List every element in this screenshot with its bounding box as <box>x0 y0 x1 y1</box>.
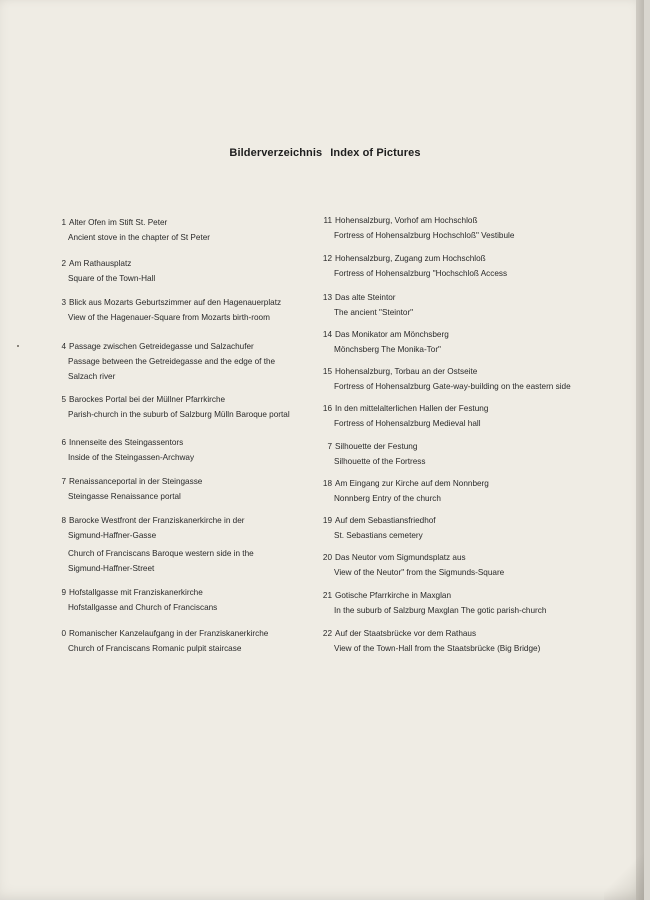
entry-title-german: Blick aus Mozarts Geburtszimmer auf den Hagenauerplatz <box>69 298 282 307</box>
entry-title-english: Fortress of Hohensalzburg "Hochschloß Access <box>334 269 508 278</box>
index-entry <box>54 474 319 504</box>
entry-number: 21 <box>322 591 332 600</box>
entry-title-english-cont: Sigmund-Haffner-Street <box>68 564 155 573</box>
index-entry <box>318 476 598 506</box>
entry-title-german: Barocke Westfront der Franziskanerkirche in der <box>69 516 245 525</box>
index-entry <box>54 392 319 422</box>
index-entry <box>318 550 598 580</box>
entry-number: 15 <box>322 367 332 376</box>
index-entry <box>54 339 319 384</box>
index-entry <box>54 215 319 245</box>
entry-number: 3 <box>61 298 66 307</box>
entry-title-german: Hohensalzburg, Zugang zum Hochschloß <box>335 254 486 263</box>
entry-number: 6 <box>61 438 66 447</box>
entry-title-english: Fortress of Hohensalzburg Hochschloß" Vestibule <box>334 231 515 240</box>
entry-title-english: View of the Hagenauer-Square from Mozarts birth-room <box>68 313 270 322</box>
entry-title-english: Hofstallgasse and Church of Franciscans <box>68 603 218 612</box>
entry-title-english: Nonnberg Entry of the church <box>334 494 441 503</box>
entry-title-german: Das Monikator am Mönchsberg <box>335 330 449 339</box>
paper-speck <box>17 345 19 347</box>
entry-number: 16 <box>322 404 332 413</box>
page-edge-shadow <box>636 0 644 900</box>
entry-title-german: Barockes Portal bei der Müllner Pfarrkirche <box>69 395 226 404</box>
entry-title-english: View of the Town-Hall from the Staatsbrücke (Big Bridge) <box>334 644 541 653</box>
index-entry <box>318 213 598 243</box>
entry-title-german: Hohensalzburg, Vorhof am Hochschloß <box>335 216 478 225</box>
entry-title-english: Inside of the Steingassen-Archway <box>68 453 195 462</box>
entry-title-english: Mönchsberg The Monika-Tor" <box>334 345 441 354</box>
entry-title-german-cont: Sigmund-Haffner-Gasse <box>68 531 157 540</box>
entry-title-german: Gotische Pfarrkirche in Maxglan <box>335 591 452 600</box>
entry-number: 18 <box>322 479 332 488</box>
title-english: Index of Pictures <box>330 147 421 159</box>
entry-title-english: Church of Franciscans Baroque western side in the <box>68 549 254 558</box>
index-entry <box>318 251 598 281</box>
index-entry <box>318 626 598 656</box>
entry-number: 14 <box>322 330 332 339</box>
entry-title-english: In the suburb of Salzburg Maxglan The gotic parish-church <box>334 606 547 615</box>
entry-number: 4 <box>61 342 66 351</box>
entry-title-english: Church of Franciscans Romanic pulpit staircase <box>68 644 242 653</box>
entry-title-english: The ancient "Steintor" <box>334 308 414 317</box>
entry-title-german: Romanischer Kanzelaufgang in der Franziskanerkirche <box>69 629 269 638</box>
index-entry <box>54 256 319 286</box>
entry-title-german: Auf dem Sebastiansfriedhof <box>335 516 436 525</box>
entry-title-german: Das alte Steintor <box>335 293 396 302</box>
entry-number: 7 <box>61 477 66 486</box>
entry-title-english: Silhouette of the Fortress <box>334 457 426 466</box>
entry-number: 11 <box>323 216 332 225</box>
entry-title-german: In den mittelalterlichen Hallen der Festung <box>335 404 489 413</box>
entry-title-german: Das Neutor vom Sigmundsplatz aus <box>335 553 466 562</box>
title-german: Bilderverzeichnis <box>229 147 323 159</box>
entry-number: 2 <box>61 259 66 268</box>
entry-title-english: Passage between the Getreidegasse and the edge of the <box>68 357 276 366</box>
entry-number: 8 <box>61 516 66 525</box>
index-entry <box>318 290 598 320</box>
entry-title-german: Renaissanceportal in der Steingasse <box>69 477 203 486</box>
index-entry <box>318 588 598 618</box>
entry-title-german: Silhouette der Festung <box>335 442 418 451</box>
entry-title-english: Ancient stove in the chapter of St Peter <box>68 233 210 242</box>
entry-title-german: Passage zwischen Getreidegasse und Salzachufer <box>69 342 254 351</box>
entry-title-english: Parish-church in the suburb of Salzburg Mülln Baroque portal <box>68 410 290 419</box>
entry-number: 9 <box>61 588 66 597</box>
entry-title-german: Alter Ofen im Stift St. Peter <box>69 218 168 227</box>
index-entry <box>54 435 319 465</box>
entry-title-german: Auf der Staatsbrücke vor dem Rathaus <box>335 629 477 638</box>
entry-number: 19 <box>322 516 332 525</box>
index-entry <box>54 513 319 576</box>
entry-title-english: Fortress of Hohensalzburg Gate-way-building on the eastern side <box>334 382 571 391</box>
entry-title-english: View of the Neutor" from the Sigmunds-Square <box>334 568 505 577</box>
index-entry <box>54 626 319 656</box>
index-entry <box>318 364 598 394</box>
entry-title-english: Fortress of Hohensalzburg Medieval hall <box>334 419 481 428</box>
entry-title-german: Am Rathausplatz <box>69 259 132 268</box>
entry-title-english: Steingasse Renaissance portal <box>68 492 181 501</box>
page-title <box>0 147 650 159</box>
index-entry <box>318 327 598 357</box>
entry-number: 5 <box>61 395 66 404</box>
entry-number: 7 <box>327 442 332 451</box>
index-entry <box>54 295 319 325</box>
entry-number: 0 <box>61 629 66 638</box>
entry-title-german: Am Eingang zur Kirche auf dem Nonnberg <box>335 479 489 488</box>
entry-title-english: Square of the Town-Hall <box>68 274 156 283</box>
entry-title-german: Hofstallgasse mit Franziskanerkirche <box>69 588 203 597</box>
index-entry <box>54 585 319 615</box>
index-entry <box>318 401 598 431</box>
entry-title-english-cont: Salzach river <box>68 372 116 381</box>
entry-number: 20 <box>322 553 332 562</box>
entry-title-german: Innenseite des Steingassentors <box>69 438 184 447</box>
index-entry <box>318 439 598 469</box>
entry-number: 1 <box>61 218 66 227</box>
entry-number: 13 <box>322 293 332 302</box>
entry-title-english: St. Sebastians cemetery <box>334 531 423 540</box>
entry-number: 12 <box>322 254 332 263</box>
entry-number: 22 <box>322 629 332 638</box>
page-corner-curl <box>604 830 644 900</box>
index-entry <box>318 513 598 543</box>
entry-title-german: Hohensalzburg, Torbau an der Ostseite <box>335 367 478 376</box>
